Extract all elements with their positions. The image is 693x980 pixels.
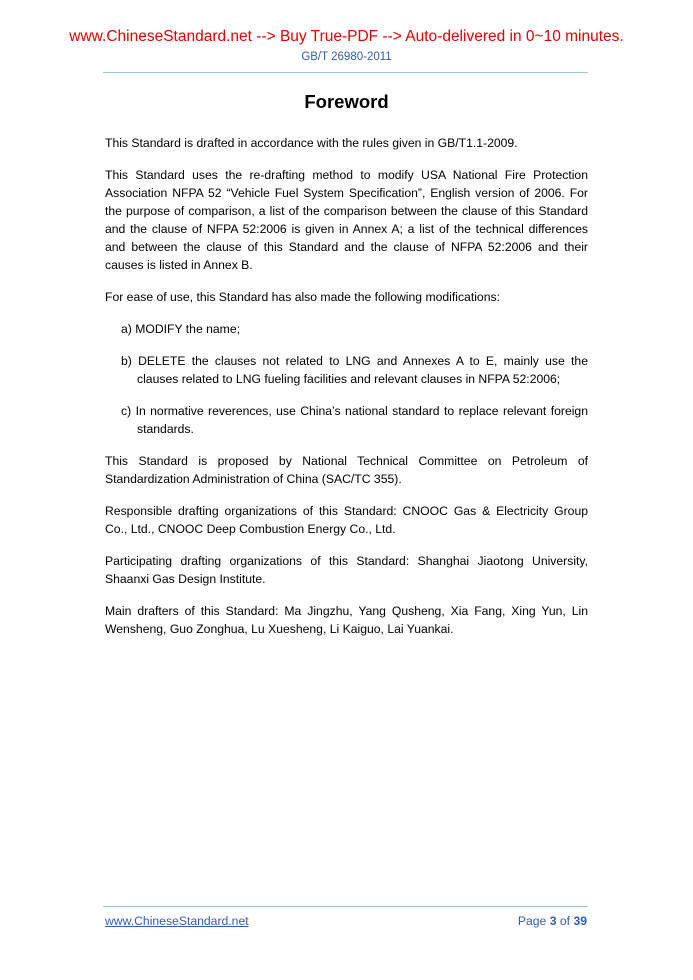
list-item-a: a) MODIFY the name; (121, 322, 240, 336)
paragraph-participating-orgs: Participating drafting organizations of this Standard: Shanghai Jiaotong University, Shaanxi Gas Design Institute. (105, 554, 588, 586)
page-current: 3 (549, 914, 557, 928)
paragraph-drafting-rules: This Standard is drafted in accordance with the rules given in GB/T1.1-2009. (105, 136, 518, 150)
paragraph-modifications-intro: For ease of use, this Standard has also made the following modifications: (105, 290, 500, 304)
page-label: Page (517, 914, 547, 928)
footer-divider (103, 906, 588, 907)
purchase-banner[interactable]: www.ChineseStandard.net --> Buy True-PDF --> Auto-delivered in 0~10 minutes. (69, 28, 624, 45)
list-item-c: c) In normative reverences, use China’s national standard to replace relevant foreign standards. (121, 404, 588, 436)
paragraph-redrafting-method: This Standard uses the re-drafting method to modify USA National Fire Protection Association NFPA 52 “Vehicle Fuel System Specification”, English version of 2006. For the purpose of comparison, a list of the comparison between the clause of this Standard and the clause of NFPA 52:2006 is given in Annex A; a list of the technical differences and between the clause of this Standard and the clause of NFPA 52:2006 and their causes is listed in Annex B. (105, 168, 588, 272)
paragraph-main-drafters: Main drafters of this Standard: Ma Jingzhu, Yang Qusheng, Xia Fang, Xing Yun, Lin Wensheng, Guo Zonghua, Lu Xuesheng, Li Kaiguo, Lai Yuankai. (105, 604, 588, 636)
document-number: GB/T 26980-2011 (301, 51, 392, 63)
footer-website-link[interactable]: www.ChineseStandard.net (105, 914, 249, 928)
paragraph-responsible-orgs: Responsible drafting organizations of this Standard: CNOOC Gas & Electricity Group Co., Ltd., CNOOC Deep Combustion Energy Co., Ltd. (105, 504, 588, 536)
page-indicator (518, 913, 587, 929)
list-item-b: b) DELETE the clauses not related to LNG and Annexes A to E, mainly use the clauses related to LNG fueling facilities and relevant clauses in NFPA 52:2006; (121, 354, 588, 386)
page-title: Foreword (304, 91, 389, 112)
header-divider (103, 72, 588, 73)
page-of: of (559, 914, 571, 928)
foreword-body (105, 134, 588, 652)
page-total: 39 (573, 914, 587, 928)
paragraph-proposed-by: This Standard is proposed by National Technical Committee on Petroleum of Standardization Administration of China (SAC/TC 355). (105, 454, 588, 486)
